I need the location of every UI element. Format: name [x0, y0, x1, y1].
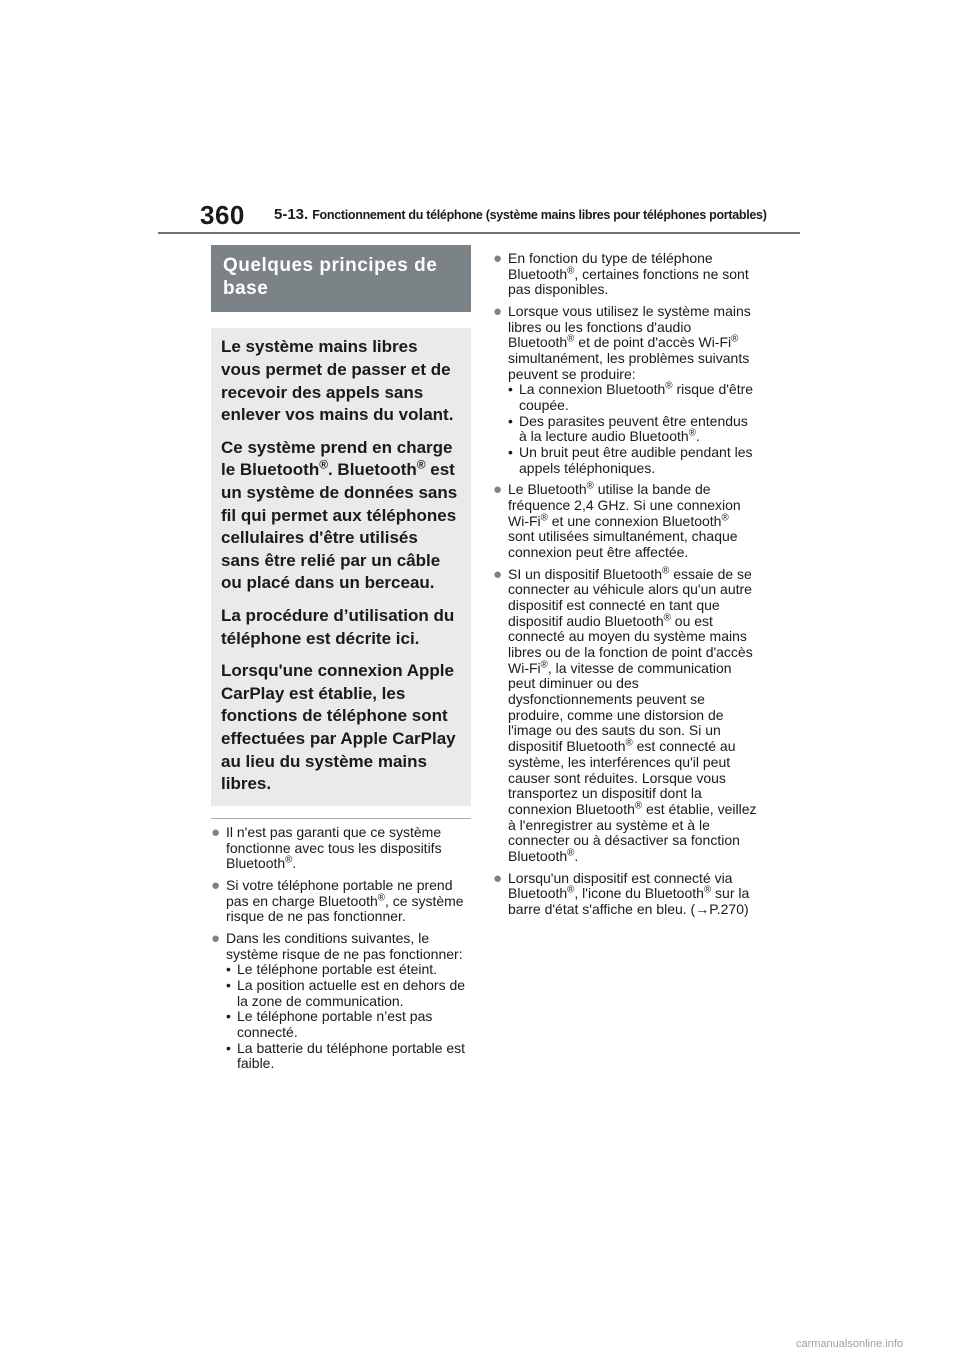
bullet-dot-icon: ● — [493, 565, 503, 583]
summary-paragraph: Ce système prend en charge le Bluetooth®. Bluetooth® est un système de données sans fil qui permet aux téléphones cellulaires d'être utilisés sans être relié par un câble ou placé dans un berceau. — [221, 437, 458, 593]
section-title: Fonctionnement du téléphone (système mains libres pour téléphones portables) — [312, 208, 767, 222]
bullet-item — [211, 931, 471, 1072]
sub-item: • Des parasites peuvent être entendus à la lecture audio Bluetooth®. — [508, 414, 758, 445]
bullet-item — [211, 825, 471, 872]
bullet-item — [211, 878, 471, 925]
summary-paragraph: La procédure d’utilisation du téléphone est décrite ici. — [221, 606, 455, 648]
bullet-text: Lorsque vous utilisez le système mains libres ou les fonctions d'audio Bluetooth® et de point d'accès Wi-Fi® simultanément, les problèmes suivants peuvent se produire: — [508, 303, 751, 382]
right-bullet-list — [493, 251, 758, 918]
left-column — [211, 245, 471, 1078]
sub-list — [226, 962, 471, 1072]
sub-item: • La batterie du téléphone portable est faible. — [226, 1041, 471, 1072]
bullet-item — [493, 304, 758, 476]
bullet-item — [493, 482, 758, 560]
bullet-text: En fonction du type de téléphone Bluetooth®, certaines fonctions ne sont pas disponibles. — [508, 250, 749, 298]
section-number: 5-13. — [274, 206, 309, 223]
summary-paragraph: Lorsqu'une connexion Apple CarPlay est établie, les fonctions de téléphone sont effectuées par Apple CarPlay au lieu du système mains libres. — [221, 661, 456, 794]
sub-list — [508, 382, 758, 476]
header-rule — [158, 232, 800, 234]
section-heading: Quelques principes de base — [211, 245, 471, 312]
summary-box — [211, 328, 471, 806]
bullet-dot-icon: ● — [211, 876, 221, 894]
sub-item: • Le téléphone portable est éteint. — [226, 962, 471, 978]
section-header — [274, 206, 767, 223]
bullet-text: Dans les conditions suivantes, le système risque de ne pas fonctionner: — [226, 929, 463, 962]
sub-item: • Un bruit peut être audible pendant les appels téléphoniques. — [508, 445, 758, 476]
bullet-dot-icon: ● — [493, 303, 503, 321]
bullet-dot-icon: ● — [493, 481, 503, 499]
right-column — [493, 245, 758, 924]
bullet-item — [493, 871, 758, 918]
bullet-text: SI un dispositif Bluetooth® essaie de se connecter au véhicule alors qu'un autre dispositif est connecté en tant que dispositif audio Bluetooth® ou est connecté au moyen du système mains libres ou de la fonction de point d'accès Wi-Fi®, la vitesse de communication peut diminuer ou des dysfonctionnements peuvent se produire, comme une distorsion de l'image ou des sauts du son. Si un dispositif Bluetooth® est connecté au système, les interférences qu'il peut causer sont réduites. Lorsque vous transportez un dispositif dont la connexion Bluetooth® est établie, veillez à l'enregistrer au système et à le connecter ou à désactiver sa fonction Bluetooth®. — [508, 565, 757, 864]
bullet-dot-icon: ● — [493, 869, 503, 887]
left-bullet-list — [211, 825, 471, 1072]
bullet-text: Si votre téléphone portable ne prend pas en charge Bluetooth®, ce système risque de ne pas fonctionner. — [226, 876, 464, 925]
bullet-item — [493, 251, 758, 298]
divider — [211, 818, 471, 819]
sub-item: • La connexion Bluetooth® risque d'être coupée. — [508, 382, 758, 413]
summary-paragraph: Le système mains libres vous permet de passer et de recevoir des appels sans enlever vos mains du volant. — [221, 337, 454, 425]
bullet-text: Lorsqu'un dispositif est connecté via Bluetooth®, l'icone du Bluetooth® sur la barre d'état s'affiche en bleu. (→P.270) — [508, 869, 750, 917]
bullet-text: Le Bluetooth® utilise la bande de fréquence 2,4 GHz. Si une connexion Wi-Fi® et une connexion Bluetooth® sont utilisées simultanément, chaque connexion peut être affectée. — [508, 480, 741, 561]
bullet-dot-icon: ● — [211, 823, 221, 841]
bullet-dot-icon: ● — [211, 929, 221, 947]
bullet-item — [493, 567, 758, 865]
bullet-dot-icon: ● — [493, 250, 503, 267]
sub-item: • Le téléphone portable n’est pas connecté. — [226, 1009, 471, 1040]
watermark: carmanualsonline.info — [796, 1338, 904, 1350]
page-number: 360 — [200, 200, 245, 230]
sub-item: • La position actuelle est en dehors de la zone de communication. — [226, 978, 471, 1009]
bullet-text: Il n'est pas garanti que ce système fonctionne avec tous les dispositifs Bluetooth®. — [226, 823, 442, 872]
